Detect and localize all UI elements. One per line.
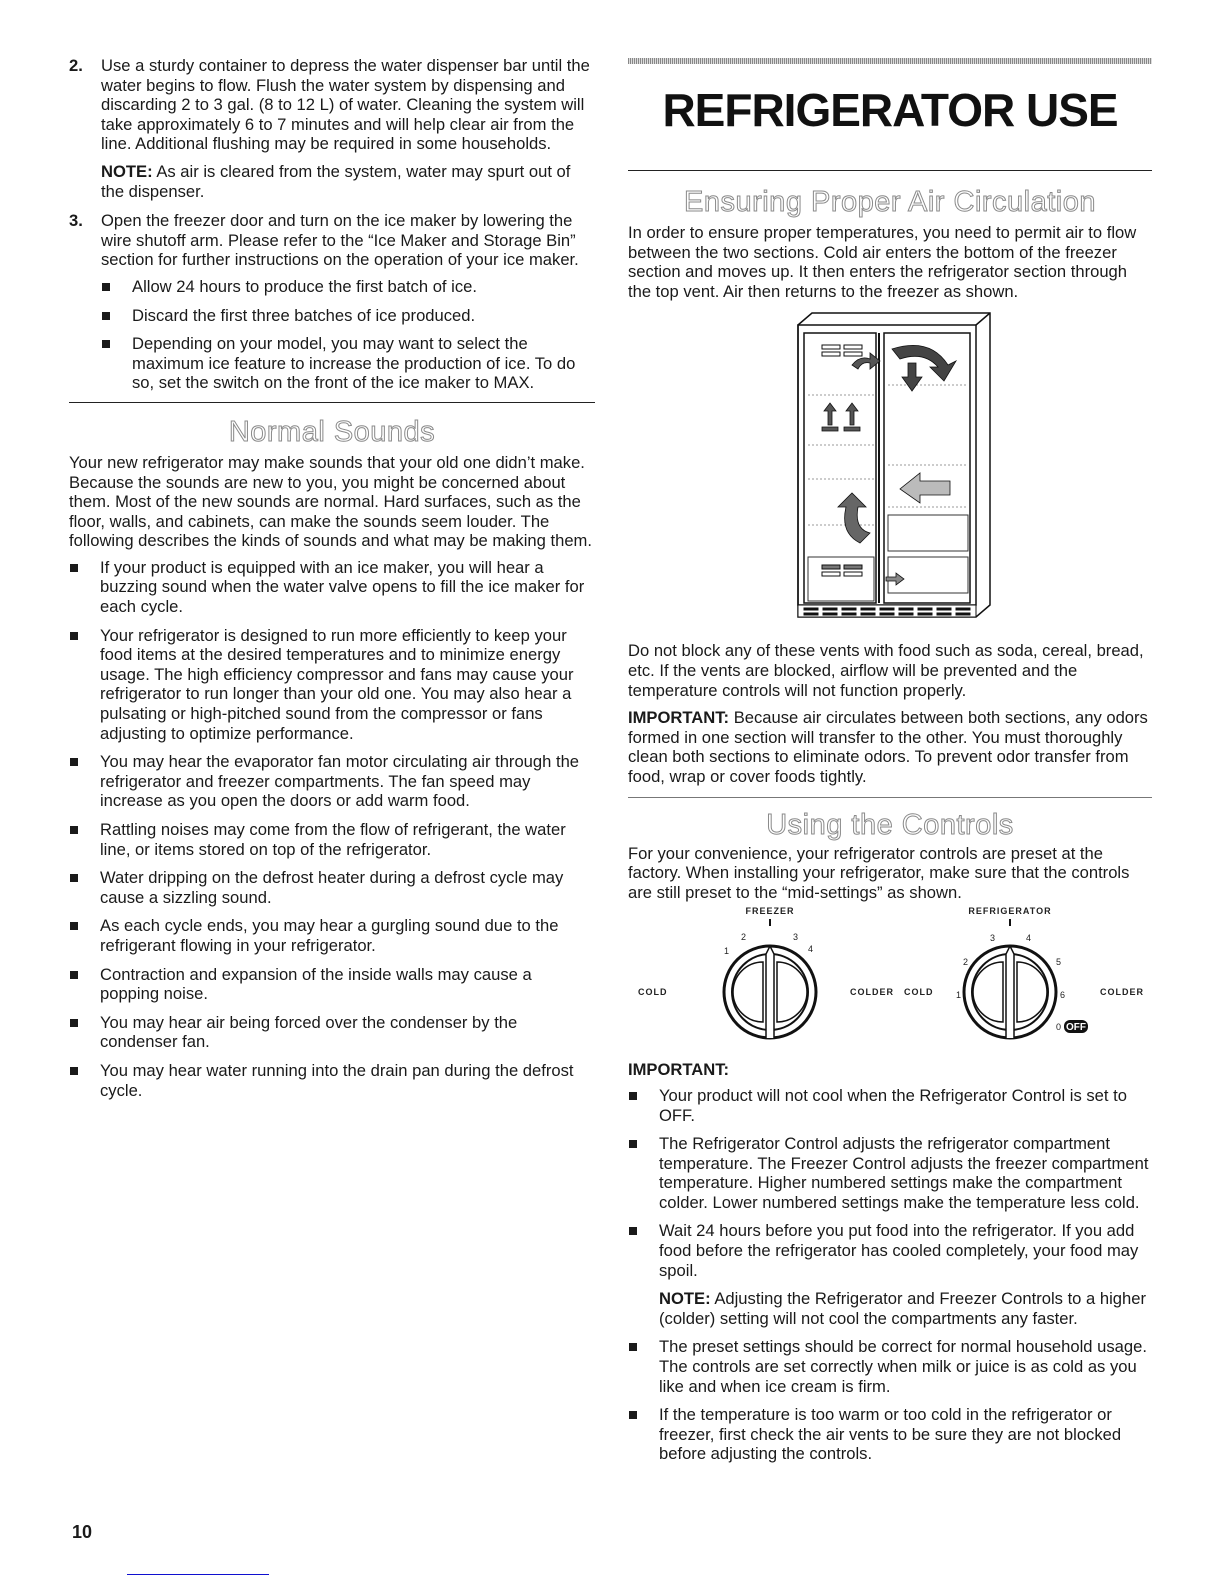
tick-label: 1	[724, 946, 731, 957]
bullet-square-icon	[70, 758, 78, 766]
list-item: Contraction and expansion of the inside walls may cause a popping noise.	[69, 965, 595, 1004]
tick-label: 4	[1026, 933, 1033, 944]
base-grille	[798, 605, 976, 617]
refrigerator-dial-label: REFRIGERATOR	[968, 906, 1052, 917]
title-dotted-rule	[628, 58, 1152, 64]
bullet-square-icon	[629, 1411, 637, 1419]
page-title: REFRIGERATOR USE	[662, 84, 1118, 136]
step-2	[69, 56, 595, 201]
bullet-square-icon	[70, 971, 78, 979]
control-dials	[628, 902, 1152, 1060]
controls-intro: For your convenience, your refrigerator controls are preset at the factory. When installing your refrigerator, make sure that the controls are still preset to the “mid-settings” as shown.	[628, 843, 1130, 902]
note-label: NOTE:	[101, 161, 153, 181]
normal-sounds-intro: Your new refrigerator may make sounds that your old one didn’t make. Because the sounds are new to you, you might be concerned about them. Most of the new sounds are normal. Hard surfaces, such as the floor, walls, and cabinets, can make the sounds seem louder. The following describes the kinds of sounds and what may be making them.	[69, 452, 592, 551]
tick-label: 3	[990, 933, 997, 944]
bullet-square-icon	[70, 826, 78, 834]
bullet-square-icon	[70, 1067, 78, 1075]
list-item: As each cycle ends, you may hear a gurgling sound due to the refrigerant flowing in your refrigerator.	[69, 916, 595, 955]
bullet-square-icon	[70, 564, 78, 572]
list-item: Wait 24 hours before you put food into the refrigerator. If you add food before the refrigerator has cooled completely, your food may spoil. NOTE: Adjusting the Refrigerator and Freezer Controls to a higher (colder) setting will not cool the compartments any faster.	[628, 1221, 1152, 1328]
cold-label: COLD	[904, 987, 934, 998]
note	[101, 162, 595, 201]
list-item: You may hear air being forced over the condenser by the condenser fan.	[69, 1013, 595, 1052]
air-circulation-intro: In order to ensure proper temperatures, you need to permit air to flow between the two sections. Cold air enters the bottom of the freezer section and moves up. It then enters the refrigerator section through the top vent. Air then returns to the freezer as shown.	[628, 223, 1137, 301]
tick-label: 5	[1056, 957, 1063, 968]
list-item: Discard the first three batches of ice produced.	[101, 306, 595, 326]
right-column	[628, 58, 1152, 1473]
list-item: You may hear the evaporator fan motor circulating air through the refrigerator and freezer compartments. The fan speed may increase as you open the doors or add warm food.	[69, 752, 595, 811]
list-item: The Refrigerator Control adjusts the refrigerator compartment temperature. The Freezer Control adjusts the freezer compartment temperature. Higher numbered settings make the compartment colder. Lower numbered settings make the temperature less cold.	[628, 1134, 1152, 1212]
section-heading-normal-sounds: Normal Sounds	[228, 415, 436, 448]
important-heading: IMPORTANT:	[628, 1060, 730, 1080]
dials-figure	[628, 902, 1152, 1060]
tick-label: 1	[956, 990, 963, 1001]
freezer-dial[interactable]	[638, 906, 894, 1038]
step-text: Open the freezer door and turn on the ice maker by lowering the wire shutoff arm. Please refer to the “Ice Maker and Storage Bin” section for further instructions on the operation of your ice maker.	[101, 211, 579, 270]
bullet-square-icon	[629, 1343, 637, 1351]
freezer-dial-label: FREEZER	[745, 906, 795, 917]
dial-indicator-icon	[769, 919, 771, 926]
tick-label: 4	[808, 944, 815, 955]
tick-label: 2	[963, 957, 970, 968]
controls-note: NOTE: Adjusting the Refrigerator and Freezer Controls to a higher (colder) setting will not cool the compartments any faster.	[659, 1289, 1146, 1328]
list-item: Allow 24 hours to produce the first batch of ice.	[101, 277, 595, 297]
list-item: Rattling noises may come from the flow of refrigerant, the water line, or items stored on top of the refrigerator.	[69, 820, 595, 859]
refrigerator-dial[interactable]	[904, 906, 1144, 1038]
dial-pointer-icon	[766, 946, 774, 1038]
note-text: As air is cleared from the system, water may spurt out of the dispenser.	[101, 161, 571, 201]
bullet-square-icon	[629, 1227, 637, 1235]
bullet-square-icon	[102, 312, 110, 320]
page-number: 10	[72, 1522, 93, 1542]
list-item: If the temperature is too warm or too cold in the refrigerator or freezer, first check the air vents to be sure they are not blocked before adjusting the controls.	[628, 1405, 1152, 1464]
bullet-square-icon	[70, 874, 78, 882]
important-label: IMPORTANT:	[628, 708, 730, 728]
controls-important-list	[628, 1086, 1152, 1464]
step-3-bullets	[101, 277, 595, 393]
list-item: If your product is equipped with an ice maker, you will hear a buzzing sound when the water valve opens to fill the ice maker for each cycle.	[69, 558, 595, 617]
dial-indicator-icon	[1009, 919, 1011, 926]
off-label: OFF	[1066, 1022, 1086, 1034]
left-column	[69, 56, 595, 1109]
list-item: Your refrigerator is designed to run more efficiently to keep your food items at the desired temperatures and to minimize energy usage. The high efficiency compressor and fans may cause your refrigerator to run longer than your old one. You may also hear a pulsating or high-pitched sound from the compressor or fans adjusting to optimize performance.	[69, 626, 595, 744]
bullet-square-icon	[102, 340, 110, 348]
bullet-square-icon	[70, 1019, 78, 1027]
section-heading-air-circulation: Ensuring Proper Air Circulation	[683, 186, 1096, 218]
step-number: 3.	[69, 211, 83, 231]
note-label: NOTE:	[659, 1289, 711, 1309]
air-vents-warning: Do not block any of these vents with food such as soda, cereal, bread, etc. If the vents are blocked, airflow will be prevented and the temperature controls will not function properly.	[628, 641, 1144, 700]
section-divider	[69, 402, 595, 403]
colder-label: COLDER	[1100, 987, 1144, 998]
tick-label: 2	[741, 932, 748, 943]
list-item: Water dripping on the defrost heater during a defrost cycle may cause a sizzling sound.	[69, 868, 595, 907]
bullet-square-icon	[629, 1092, 637, 1100]
step-number: 2.	[69, 56, 83, 75]
tick-label: 6	[1060, 990, 1067, 1001]
normal-sounds-list	[69, 558, 595, 1100]
air-circulation-diagram	[780, 307, 1000, 637]
list-item: The preset settings should be correct for normal household usage. The controls are set correctly when milk or juice is as cold as you like and when ice cream is firm.	[628, 1337, 1152, 1396]
list-item: You may hear water running into the drain pan during the defrost cycle.	[69, 1061, 595, 1100]
bullet-square-icon	[629, 1140, 637, 1148]
bullet-square-icon	[102, 283, 110, 291]
footer-link-underline[interactable]	[127, 1574, 269, 1575]
important-note: IMPORTANT: Because air circulates between both sections, any odors formed in one section will transfer to the other. You must thoroughly clean both sections to eliminate odors. To prevent odor transfer from food, wrap or cover foods tightly.	[628, 708, 1148, 786]
bullet-square-icon	[70, 922, 78, 930]
section-heading-using-controls: Using the Controls	[766, 808, 1014, 841]
section-divider	[628, 170, 1152, 171]
list-item: Depending on your model, you may want to select the maximum ice feature to increase the production of ice. To do so, set the switch on the front of the ice maker to MAX.	[101, 334, 595, 393]
section-divider	[628, 797, 1152, 798]
colder-label: COLDER	[850, 987, 894, 998]
tick-label: 0	[1056, 1022, 1063, 1033]
dial-pointer-icon	[1006, 946, 1014, 1038]
list-item: Your product will not cool when the Refrigerator Control is set to OFF.	[628, 1086, 1152, 1125]
step-text: Use a sturdy container to depress the water dispenser bar until the water begins to flow. Flush the water system by dispensing and discarding 2 to 3 gal. (8 to 12 L) of water. Cleaning the system will take approximately 6 to 7 minutes and will help clear air from the line. Additional flushing may be required in some households.	[101, 56, 590, 154]
step-3	[69, 211, 595, 270]
tick-label: 3	[793, 932, 800, 943]
cold-label: COLD	[638, 987, 668, 998]
bullet-square-icon	[70, 632, 78, 640]
